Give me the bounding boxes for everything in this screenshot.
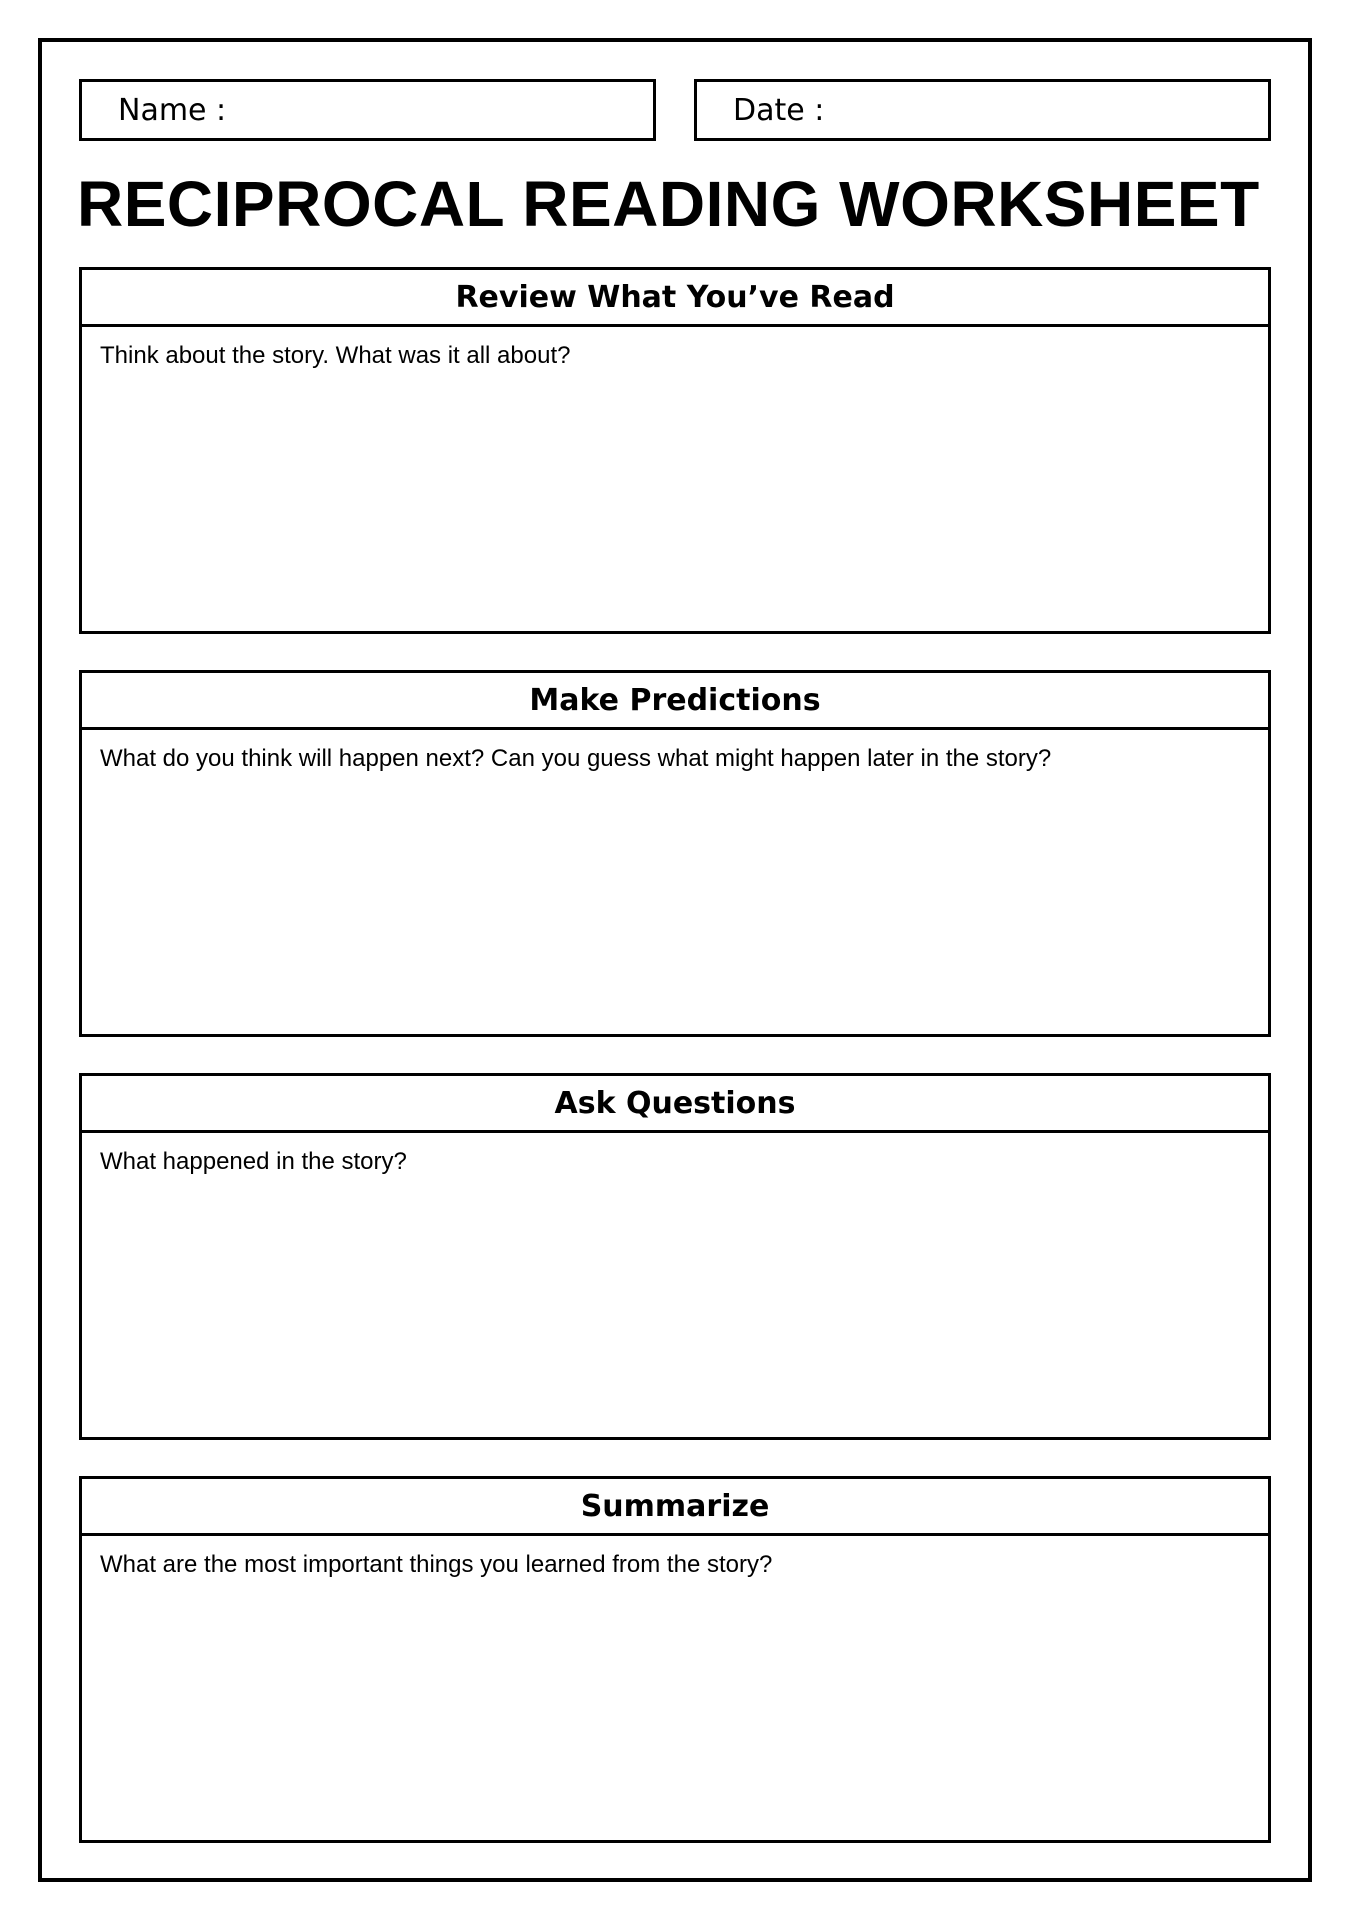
answer-area[interactable] [82,374,1268,631]
date-label: Date : [733,92,825,128]
date-field[interactable] [694,79,1271,141]
name-field[interactable] [79,79,656,141]
answer-area[interactable] [82,777,1268,1034]
worksheet-title: RECIPROCAL READING WORKSHEET [77,168,1260,240]
section-summarize [79,1476,1271,1843]
answer-area[interactable] [82,1180,1268,1437]
name-label: Name : [118,92,227,128]
answer-area[interactable] [82,1583,1268,1840]
section-heading: Make Predictions [82,673,1268,730]
section-prompt: What do you think will happen next? Can you guess what might happen later in the story? [100,745,1052,772]
section-prompt: Think about the story. What was it all about? [100,342,571,369]
section-heading: Ask Questions [82,1076,1268,1133]
section-predictions [79,670,1271,1037]
section-heading: Summarize [82,1479,1268,1536]
section-prompt: What are the most important things you learned from the story? [100,1551,773,1578]
section-questions [79,1073,1271,1440]
section-prompt: What happened in the story? [100,1148,407,1175]
section-review [79,267,1271,634]
section-heading: Review What You’ve Read [82,270,1268,327]
